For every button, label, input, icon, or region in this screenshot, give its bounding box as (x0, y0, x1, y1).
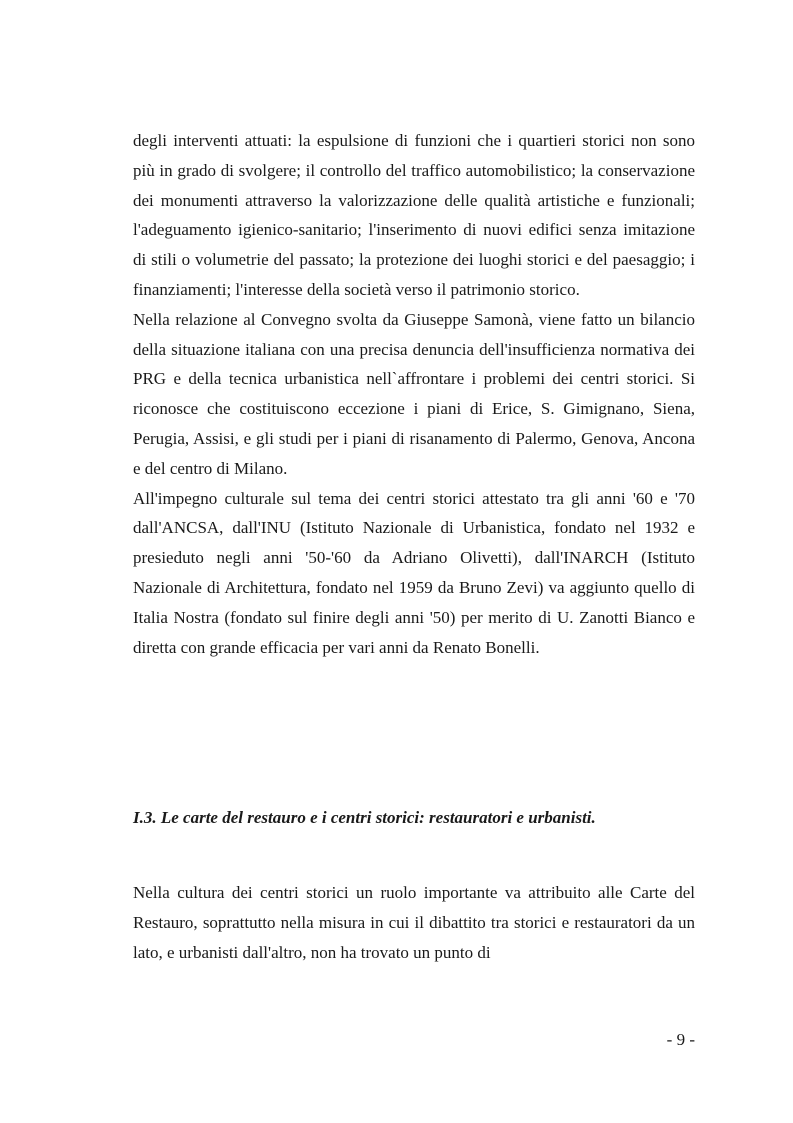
body-text (133, 126, 695, 662)
section-body (133, 878, 695, 967)
paragraph-carte-restauro: Nella cultura dei centri storici un ruolo importante va attribuito alle Carte del Restauro, soprattutto nella misura in cui il dibattito tra storici e restauratori da un lato, e urbanisti dall'altro, non ha trovato un punto di (133, 883, 695, 962)
section-heading: I.3. Le carte del restauro e i centri storici: restauratori e urbanisti. (133, 808, 596, 827)
paragraph-cultural-commitment: All'impegno culturale sul tema dei centri storici attestato tra gli anni '60 e '70 dall'ANCSA, dall'INU (Istituto Nazionale di Urbanistica, fondato nel 1932 e presieduto negli anni '50-'60 da Adriano Olivetti), dall'INARCH (Istituto Nazionale di Architettura, fondato nel 1959 da Bruno Zevi) va aggiunto quello di Italia Nostra (fondato sul finire degli anni '50) per merito di U. Zanotti Bianco e diretta con grande efficacia per vari anni da Renato Bonelli. (133, 488, 695, 657)
paragraph-samona-report: Nella relazione al Convegno svolta da Giuseppe Samonà, viene fatto un bilancio della situazione italiana con una precisa denuncia dell'insufficienza normativa dei PRG e della tecnica urbanistica nell`affrontare i problemi dei centri storici. Si riconosce che costituiscono eccezione i piani di Erice, S. Gimignano, Siena, Perugia, Assisi, e gli studi per i piani di risanamento di Palermo, Genova, Ancona e del centro di Milano. (133, 309, 695, 478)
page-number: - 9 - (666, 1030, 695, 1049)
paragraph-interventions: degli interventi attuati: la espulsione di funzioni che i quartieri storici non sono più in grado di svolgere; il controllo del traffico automobilistico; la conservazione dei monumenti attraverso la valorizzazione delle qualità artistiche e funzionali; l'adeguamento igienico-sanitario; l'inserimento di nuovi edifici senza imitazione di stili o volumetrie del passato; la protezione dei luoghi storici e del paesaggio; i finanziamenti; l'interesse della società verso il patrimonio storico. (133, 131, 695, 299)
